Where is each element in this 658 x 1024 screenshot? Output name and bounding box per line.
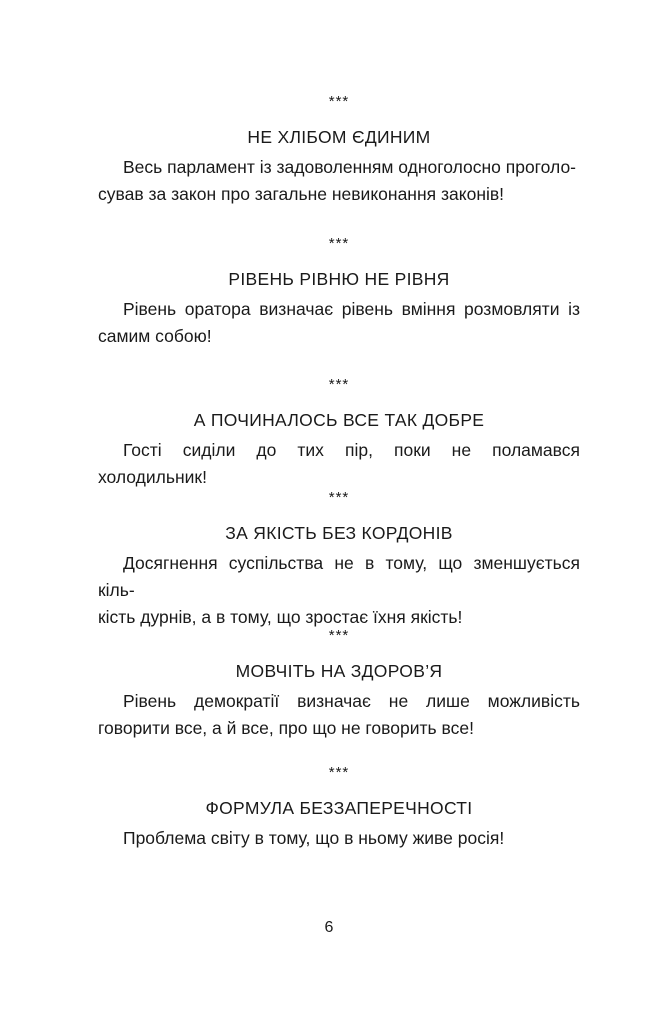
section-separator: *** [328, 376, 350, 393]
section-separator: *** [328, 235, 350, 252]
aphorism-entry [98, 375, 580, 491]
aphorism-text: Рівень демократії визначає не лише можливість говорити все, а й все, про що не говорить все! [98, 691, 580, 738]
page-number: 6 [324, 919, 334, 936]
aphorism-text: Досягнення суспільства не в тому, що зменшується кіль- кість дурнів, а в тому, що зростає їхня якість! [98, 553, 580, 627]
section-separator: *** [328, 93, 350, 110]
aphorism-entry [98, 763, 580, 852]
aphorism-title: ФОРМУЛА БЕЗЗАПЕРЕЧНОСТІ [205, 798, 473, 818]
aphorism-title: РІВЕНЬ РІВНЮ НЕ РІВНЯ [228, 269, 450, 289]
aphorism-entry [98, 92, 580, 208]
section-separator: *** [328, 489, 350, 506]
section-separator: *** [328, 764, 350, 781]
aphorism-title: НЕ ХЛІБОМ ЄДИНИМ [247, 127, 431, 147]
aphorism-entry [98, 488, 580, 631]
aphorism-entry [98, 626, 580, 742]
section-separator: *** [328, 627, 350, 644]
aphorism-text: Рівень оратора визначає рівень вміння розмовляти із самим собою! [98, 299, 580, 346]
aphorism-title: МОВЧІТЬ НА ЗДОРОВ’Я [235, 661, 443, 681]
aphorism-entry [98, 234, 580, 350]
aphorism-text: Проблема світу в тому, що в ньому живе росія! [123, 828, 505, 848]
aphorism-text: Весь парламент із задоволенням одноголосно проголо- сував за закон про загальне невиконання законів! [98, 157, 577, 204]
aphorism-title: ЗА ЯКІСТЬ БЕЗ КОРДОНІВ [225, 523, 453, 543]
aphorism-text: Гості сиділи до тих пір, поки не поламався холодильник! [98, 440, 580, 487]
aphorism-title: А ПОЧИНАЛОСЬ ВСЕ ТАК ДОБРЕ [193, 410, 485, 430]
